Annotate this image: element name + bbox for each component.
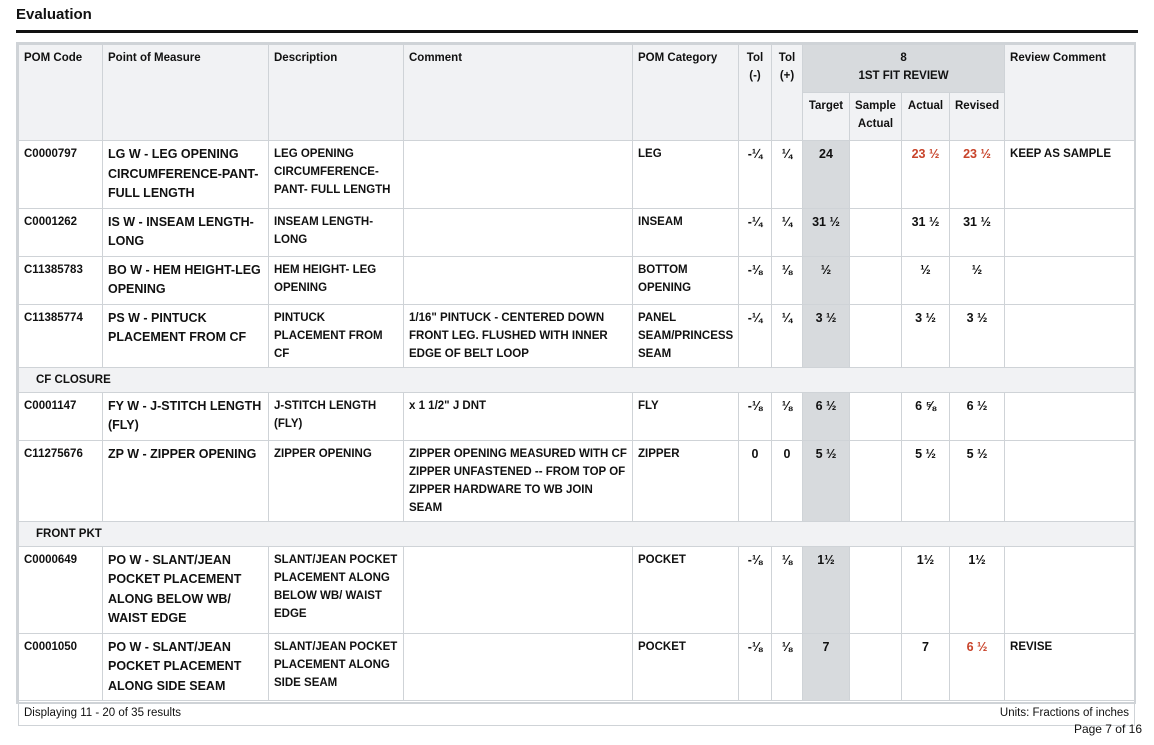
review-comment-cell bbox=[1005, 392, 1135, 440]
header-actual bbox=[902, 93, 950, 141]
tol-plus-cell: ⅛ bbox=[772, 633, 803, 701]
page-number: Page 7 of 16 bbox=[1073, 722, 1142, 736]
table-footer bbox=[19, 701, 1135, 726]
section-row bbox=[19, 521, 1135, 546]
target-cell: 1½ bbox=[803, 546, 850, 633]
sample-actual-cell bbox=[850, 141, 902, 209]
revised-cell: 6 ½ bbox=[950, 633, 1005, 701]
tol-minus-cell: -¼ bbox=[739, 141, 772, 209]
target-cell: 6 ½ bbox=[803, 392, 850, 440]
comment-cell bbox=[404, 546, 633, 633]
page-title: Evaluation bbox=[16, 6, 92, 23]
category-cell: INSEAM bbox=[633, 208, 739, 256]
target-cell: 7 bbox=[803, 633, 850, 701]
target-cell: 31 ½ bbox=[803, 208, 850, 256]
tol-plus-cell: ¼ bbox=[772, 304, 803, 367]
pom-code-cell: C0000649 bbox=[19, 546, 103, 633]
actual-cell: 5 ½ bbox=[902, 440, 950, 521]
pom-code-cell: C11385774 bbox=[19, 304, 103, 367]
tol-minus-cell: 0 bbox=[739, 440, 772, 521]
header-tol-plus-line1: Tol bbox=[778, 52, 796, 64]
actual-cell: 31 ½ bbox=[902, 208, 950, 256]
header-target-label: Target bbox=[808, 100, 844, 112]
target-cell: 24 bbox=[803, 141, 850, 209]
pom-code-cell: C0001262 bbox=[19, 208, 103, 256]
revised-cell: 3 ½ bbox=[950, 304, 1005, 367]
header-description bbox=[269, 45, 404, 141]
comment-cell: x 1 1/2" J DNT bbox=[404, 392, 633, 440]
header-fit-name: 1ST FIT REVIEW bbox=[858, 70, 949, 82]
title-divider bbox=[16, 30, 1138, 33]
pom-code-cell: C11275676 bbox=[19, 440, 103, 521]
tol-plus-cell: ¼ bbox=[772, 208, 803, 256]
description-cell: SLANT/JEAN POCKET PLACEMENT ALONG SIDE SEAM bbox=[269, 633, 404, 701]
tol-plus-cell: ⅛ bbox=[772, 256, 803, 304]
review-comment-cell: REVISE bbox=[1005, 633, 1135, 701]
tol-plus-cell: 0 bbox=[772, 440, 803, 521]
header-fit-number: 8 bbox=[900, 52, 907, 64]
point-of-measure-cell: LG W - LEG OPENING CIRCUMFERENCE-PANT- FULL LENGTH bbox=[103, 141, 269, 209]
evaluation-table bbox=[18, 44, 1135, 726]
tol-minus-cell: -¼ bbox=[739, 208, 772, 256]
review-comment-cell bbox=[1005, 208, 1135, 256]
tol-minus-cell: -⅛ bbox=[739, 546, 772, 633]
section-label: FRONT PKT bbox=[19, 521, 1135, 546]
evaluation-table-container bbox=[16, 42, 1136, 719]
point-of-measure-cell: FY W - J-STITCH LENGTH (FLY) bbox=[103, 392, 269, 440]
category-cell: POCKET bbox=[633, 633, 739, 701]
revised-cell: 1½ bbox=[950, 546, 1005, 633]
description-cell: J-STITCH LENGTH (FLY) bbox=[269, 392, 404, 440]
point-of-measure-cell: BO W - HEM HEIGHT-LEG OPENING bbox=[103, 256, 269, 304]
point-of-measure-cell: PO W - SLANT/JEAN POCKET PLACEMENT ALONG SIDE SEAM bbox=[103, 633, 269, 701]
header-point-of-measure bbox=[103, 45, 269, 141]
category-cell: BOTTOM OPENING bbox=[633, 256, 739, 304]
category-cell: POCKET bbox=[633, 546, 739, 633]
table-row bbox=[19, 256, 1135, 304]
actual-cell: 6 ⅝ bbox=[902, 392, 950, 440]
units-label: Units: Fractions of inches bbox=[999, 707, 1130, 719]
sample-actual-cell bbox=[850, 633, 902, 701]
target-cell: 3 ½ bbox=[803, 304, 850, 367]
point-of-measure-cell: ZP W - ZIPPER OPENING bbox=[103, 440, 269, 521]
sample-actual-cell bbox=[850, 392, 902, 440]
point-of-measure-cell: PO W - SLANT/JEAN POCKET PLACEMENT ALONG BELOW WB/ WAIST EDGE bbox=[103, 546, 269, 633]
sample-actual-cell bbox=[850, 208, 902, 256]
target-cell: ½ bbox=[803, 256, 850, 304]
review-comment-cell bbox=[1005, 256, 1135, 304]
point-of-measure-cell: PS W - PINTUCK PLACEMENT FROM CF bbox=[103, 304, 269, 367]
sample-actual-cell bbox=[850, 304, 902, 367]
header-sample-actual bbox=[850, 93, 902, 141]
header-pom-code bbox=[19, 45, 103, 141]
results-count: Displaying 11 - 20 of 35 results bbox=[24, 707, 182, 719]
pom-code-cell: C11385783 bbox=[19, 256, 103, 304]
category-cell: ZIPPER bbox=[633, 440, 739, 521]
header-fit-review bbox=[803, 45, 1005, 93]
tol-plus-cell: ⅛ bbox=[772, 546, 803, 633]
header-tol-minus-line1: Tol bbox=[746, 52, 764, 64]
comment-cell: 1/16" PINTUCK - CENTERED DOWN FRONT LEG. FLUSHED WITH INNER EDGE OF BELT LOOP bbox=[404, 304, 633, 367]
description-cell: SLANT/JEAN POCKET PLACEMENT ALONG BELOW WB/ WAIST EDGE bbox=[269, 546, 404, 633]
header-description-label: Description bbox=[274, 52, 338, 64]
revised-cell: 6 ½ bbox=[950, 392, 1005, 440]
tol-minus-cell: -⅛ bbox=[739, 392, 772, 440]
pom-code-cell: C0001050 bbox=[19, 633, 103, 701]
actual-cell: 3 ½ bbox=[902, 304, 950, 367]
tol-minus-cell: -¼ bbox=[739, 304, 772, 367]
header-tol-minus bbox=[739, 45, 772, 141]
pom-code-cell: C0001147 bbox=[19, 392, 103, 440]
header-review-comment-label: Review Comment bbox=[1010, 52, 1106, 64]
review-comment-cell: KEEP AS SAMPLE bbox=[1005, 141, 1135, 209]
tol-minus-cell: -⅛ bbox=[739, 256, 772, 304]
tol-minus-cell: -⅛ bbox=[739, 633, 772, 701]
comment-cell bbox=[404, 633, 633, 701]
header-pom-category-label: POM Category bbox=[638, 52, 718, 64]
header-review-comment bbox=[1005, 45, 1135, 141]
header-pom-category bbox=[633, 45, 739, 141]
category-cell: FLY bbox=[633, 392, 739, 440]
tol-plus-cell: ¼ bbox=[772, 141, 803, 209]
header-revised-label: Revised bbox=[955, 100, 1000, 112]
header-tol-minus-line2: (-) bbox=[749, 70, 761, 82]
description-cell: LEG OPENING CIRCUMFERENCE-PANT- FULL LENGTH bbox=[269, 141, 404, 209]
comment-cell: ZIPPER OPENING MEASURED WITH CF ZIPPER UNFASTENED -- FROM TOP OF ZIPPER HARDWARE TO WB JOIN SEAM bbox=[404, 440, 633, 521]
pom-code-cell: C0000797 bbox=[19, 141, 103, 209]
point-of-measure-cell: IS W - INSEAM LENGTH-LONG bbox=[103, 208, 269, 256]
description-cell: INSEAM LENGTH-LONG bbox=[269, 208, 404, 256]
review-comment-cell bbox=[1005, 546, 1135, 633]
table-row bbox=[19, 208, 1135, 256]
header-comment-label: Comment bbox=[409, 52, 463, 64]
category-cell: PANEL SEAM/PRINCESS SEAM bbox=[633, 304, 739, 367]
header-sample-actual-line2: Actual bbox=[857, 118, 894, 130]
table-row bbox=[19, 304, 1135, 367]
actual-cell: 7 bbox=[902, 633, 950, 701]
actual-cell: 1½ bbox=[902, 546, 950, 633]
header-revised bbox=[950, 93, 1005, 141]
section-label: CF CLOSURE bbox=[19, 367, 1135, 392]
sample-actual-cell bbox=[850, 440, 902, 521]
table-row bbox=[19, 440, 1135, 521]
header-tol-plus-line2: (+) bbox=[779, 70, 795, 82]
comment-cell bbox=[404, 141, 633, 209]
table-row bbox=[19, 633, 1135, 701]
table-row bbox=[19, 392, 1135, 440]
table-row bbox=[19, 546, 1135, 633]
header-target bbox=[803, 93, 850, 141]
category-cell: LEG bbox=[633, 141, 739, 209]
revised-cell: ½ bbox=[950, 256, 1005, 304]
description-cell: ZIPPER OPENING bbox=[269, 440, 404, 521]
target-cell: 5 ½ bbox=[803, 440, 850, 521]
actual-cell: ½ bbox=[902, 256, 950, 304]
header-sample-actual-line1: Sample bbox=[855, 100, 896, 112]
actual-cell: 23 ½ bbox=[902, 141, 950, 209]
header-tol-plus bbox=[772, 45, 803, 141]
review-comment-cell bbox=[1005, 304, 1135, 367]
description-cell: PINTUCK PLACEMENT FROM CF bbox=[269, 304, 404, 367]
revised-cell: 5 ½ bbox=[950, 440, 1005, 521]
revised-cell: 23 ½ bbox=[950, 141, 1005, 209]
tol-plus-cell: ⅛ bbox=[772, 392, 803, 440]
description-cell: HEM HEIGHT- LEG OPENING bbox=[269, 256, 404, 304]
revised-cell: 31 ½ bbox=[950, 208, 1005, 256]
header-point-of-measure-label: Point of Measure bbox=[108, 52, 201, 64]
table-row bbox=[19, 141, 1135, 209]
header-actual-label: Actual bbox=[907, 100, 944, 112]
sample-actual-cell bbox=[850, 256, 902, 304]
comment-cell bbox=[404, 256, 633, 304]
sample-actual-cell bbox=[850, 546, 902, 633]
comment-cell bbox=[404, 208, 633, 256]
review-comment-cell bbox=[1005, 440, 1135, 521]
table-footer-cell bbox=[19, 701, 1135, 726]
header-pom-code-label: POM Code bbox=[24, 52, 83, 64]
section-row bbox=[19, 367, 1135, 392]
header-comment bbox=[404, 45, 633, 141]
